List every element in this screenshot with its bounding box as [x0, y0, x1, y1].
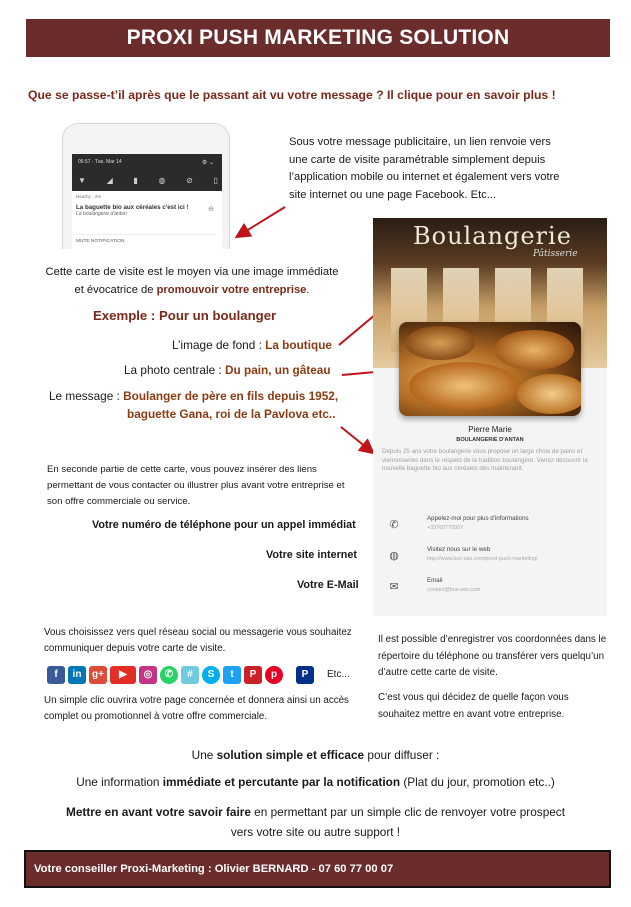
linkedin-icon[interactable]: in	[68, 666, 86, 684]
flashlight-icon: ▮	[133, 176, 138, 185]
example-background: L’image de fond : La boutique	[172, 338, 332, 352]
card-row-phone-value: +33760770007	[427, 525, 464, 531]
card-row-phone[interactable]	[373, 515, 607, 543]
card-intro-line2: et évocatrice de promouvoir votre entreprise.	[74, 283, 310, 296]
page-title: PROXI PUSH MARKETING SOLUTION	[26, 19, 610, 57]
pinterest-alt-icon[interactable]: p	[265, 666, 283, 684]
card-row-phone-label: Appelez-moi pour plus d'informations	[427, 515, 529, 522]
contact-label-phone: Votre numéro de téléphone pour un appel immédiat	[92, 519, 356, 531]
social-etc: Etc...	[327, 669, 350, 680]
google-plus-icon[interactable]: g+	[89, 666, 107, 684]
rotate-icon: ◍	[158, 176, 166, 185]
notification-subtitle: La boulangerie d'antan	[76, 211, 127, 217]
summary-line2: Une information immédiate et percutante par la notification (Plat du jour, promotion etc..)	[76, 775, 555, 789]
phone-icon: ✆	[389, 519, 399, 531]
facebook-icon[interactable]: f	[47, 666, 65, 684]
instagram-icon[interactable]: ◎	[139, 666, 157, 684]
summary-line1: Une solution simple et efficace pour diffuser :	[191, 748, 440, 762]
skype-icon[interactable]: S	[202, 666, 220, 684]
whatsapp-icon[interactable]: ✆	[160, 666, 178, 684]
shop-sign: Boulangerie	[413, 222, 572, 250]
settings-icon: ⚙ ⌄	[201, 160, 214, 166]
link-explanation: Sous votre message publicitaire, un lien renvoie vers une carte de visite paramétrable simplement depuis l’application mobile ou internet et également vers votre site internet ou une page Facebook. Etc...	[289, 136, 560, 201]
mute-notification-action[interactable]: MUTE NOTIFICATION	[76, 234, 218, 244]
pinterest-icon[interactable]: P	[244, 666, 262, 684]
card-name: Pierre Marie	[468, 425, 512, 434]
card-row-web[interactable]	[373, 546, 607, 574]
example-message: Le message : Boulanger de père en fils depuis 1952, baguette Gana, roi de la Pavlova etc..	[49, 389, 339, 421]
youtube-icon[interactable]: ▶	[110, 666, 136, 684]
right-text-1: Il est possible d’enregistrer vos coordonnées dans le répertoire du téléphone ou transférer vers quelqu’un d’autre cette carte de visite.	[378, 634, 607, 679]
arrow-to-message	[341, 427, 372, 452]
footer-contact: Votre conseiller Proxi-Marketing : Olivier BERNARD - 07 60 77 00 07	[24, 850, 611, 888]
contact-label-web: Votre site internet	[266, 549, 357, 561]
shop-sign-sub: Pâtisserie	[533, 249, 578, 259]
summary-line3: Mettre en avant votre savoir faire en permettant par un simple clic de renvoyer votre prospect vers votre site ou autre support !	[66, 805, 565, 839]
card-company: BOULANGERIE D'ANTAN	[456, 437, 524, 443]
slack-icon[interactable]: #	[181, 666, 199, 684]
signal-icon: ◢	[106, 176, 113, 185]
globe-icon: ◍	[389, 550, 399, 562]
notification-title: La baguette bio aux céréales c'est ici !	[76, 204, 189, 211]
business-card[interactable]	[373, 218, 607, 616]
card-row-web-value: http://www.bce-sas.com/proxi-push-marketing/	[427, 556, 538, 562]
mute-icon: ⊘	[186, 176, 193, 185]
card-row-email-value: contact@bce-sas.com	[427, 587, 481, 593]
social-click-text: Un simple clic ouvrira votre page concernée et donnera ainsi un accès complet ou promotionnel à votre offre commerciale.	[44, 695, 349, 723]
card-intro-line1: Cette carte de visite est le moyen via une image immédiate	[45, 266, 339, 278]
social-icons-row	[47, 666, 350, 684]
card-description: Depuis 25 ans votre boulangerie vous propose un large choix de pains et viennoiseries dans le respect de la tradition boulangère. Venez découvrir la nouvelle baguette bio aux céréales dès maintenant.	[382, 448, 588, 473]
notification-source: Nearby · 2m	[76, 194, 102, 199]
paypal-icon[interactable]: P	[296, 666, 314, 684]
phone-status-time: 06:57 · Tue, Mar 14	[78, 159, 122, 165]
card-row-email[interactable]	[373, 577, 607, 605]
contact-label-email: Votre E-Mail	[297, 579, 359, 591]
wifi-icon: ▼	[78, 176, 86, 185]
second-part-text: En seconde partie de cette carte, vous pouvez insérer des liens permettant de vous contacter ou illustrer plus avant votre entreprise et son offre commerciale ou service.	[47, 464, 345, 508]
intro-question: Que se passe-t’il après que le passant ait vu votre message ? Il clique pour en savoir plus !	[28, 88, 556, 102]
example-photo: La photo centrale : Du pain, un gâteau	[124, 363, 331, 377]
bread-photo	[399, 322, 581, 416]
battery-icon: ▯	[213, 176, 218, 185]
card-row-email-label: Email	[427, 577, 443, 584]
right-text-2: C’est vous qui décidez de quelle façon vous souhaitez mettre en avant votre entreprise.	[378, 692, 569, 720]
link-icon: ⊖	[208, 206, 214, 213]
arrow-to-phone	[238, 207, 285, 236]
social-text: Vous choisissez vers quel réseau social ou messagerie vous souhaitez communiquer depuis votre carte de visite.	[44, 627, 352, 655]
example-heading: Exemple : Pour un boulanger	[93, 308, 277, 323]
card-row-web-label: Visitez nous sur le web	[427, 546, 491, 553]
twitter-icon[interactable]: t	[223, 666, 241, 684]
mail-icon: ✉	[389, 581, 399, 593]
